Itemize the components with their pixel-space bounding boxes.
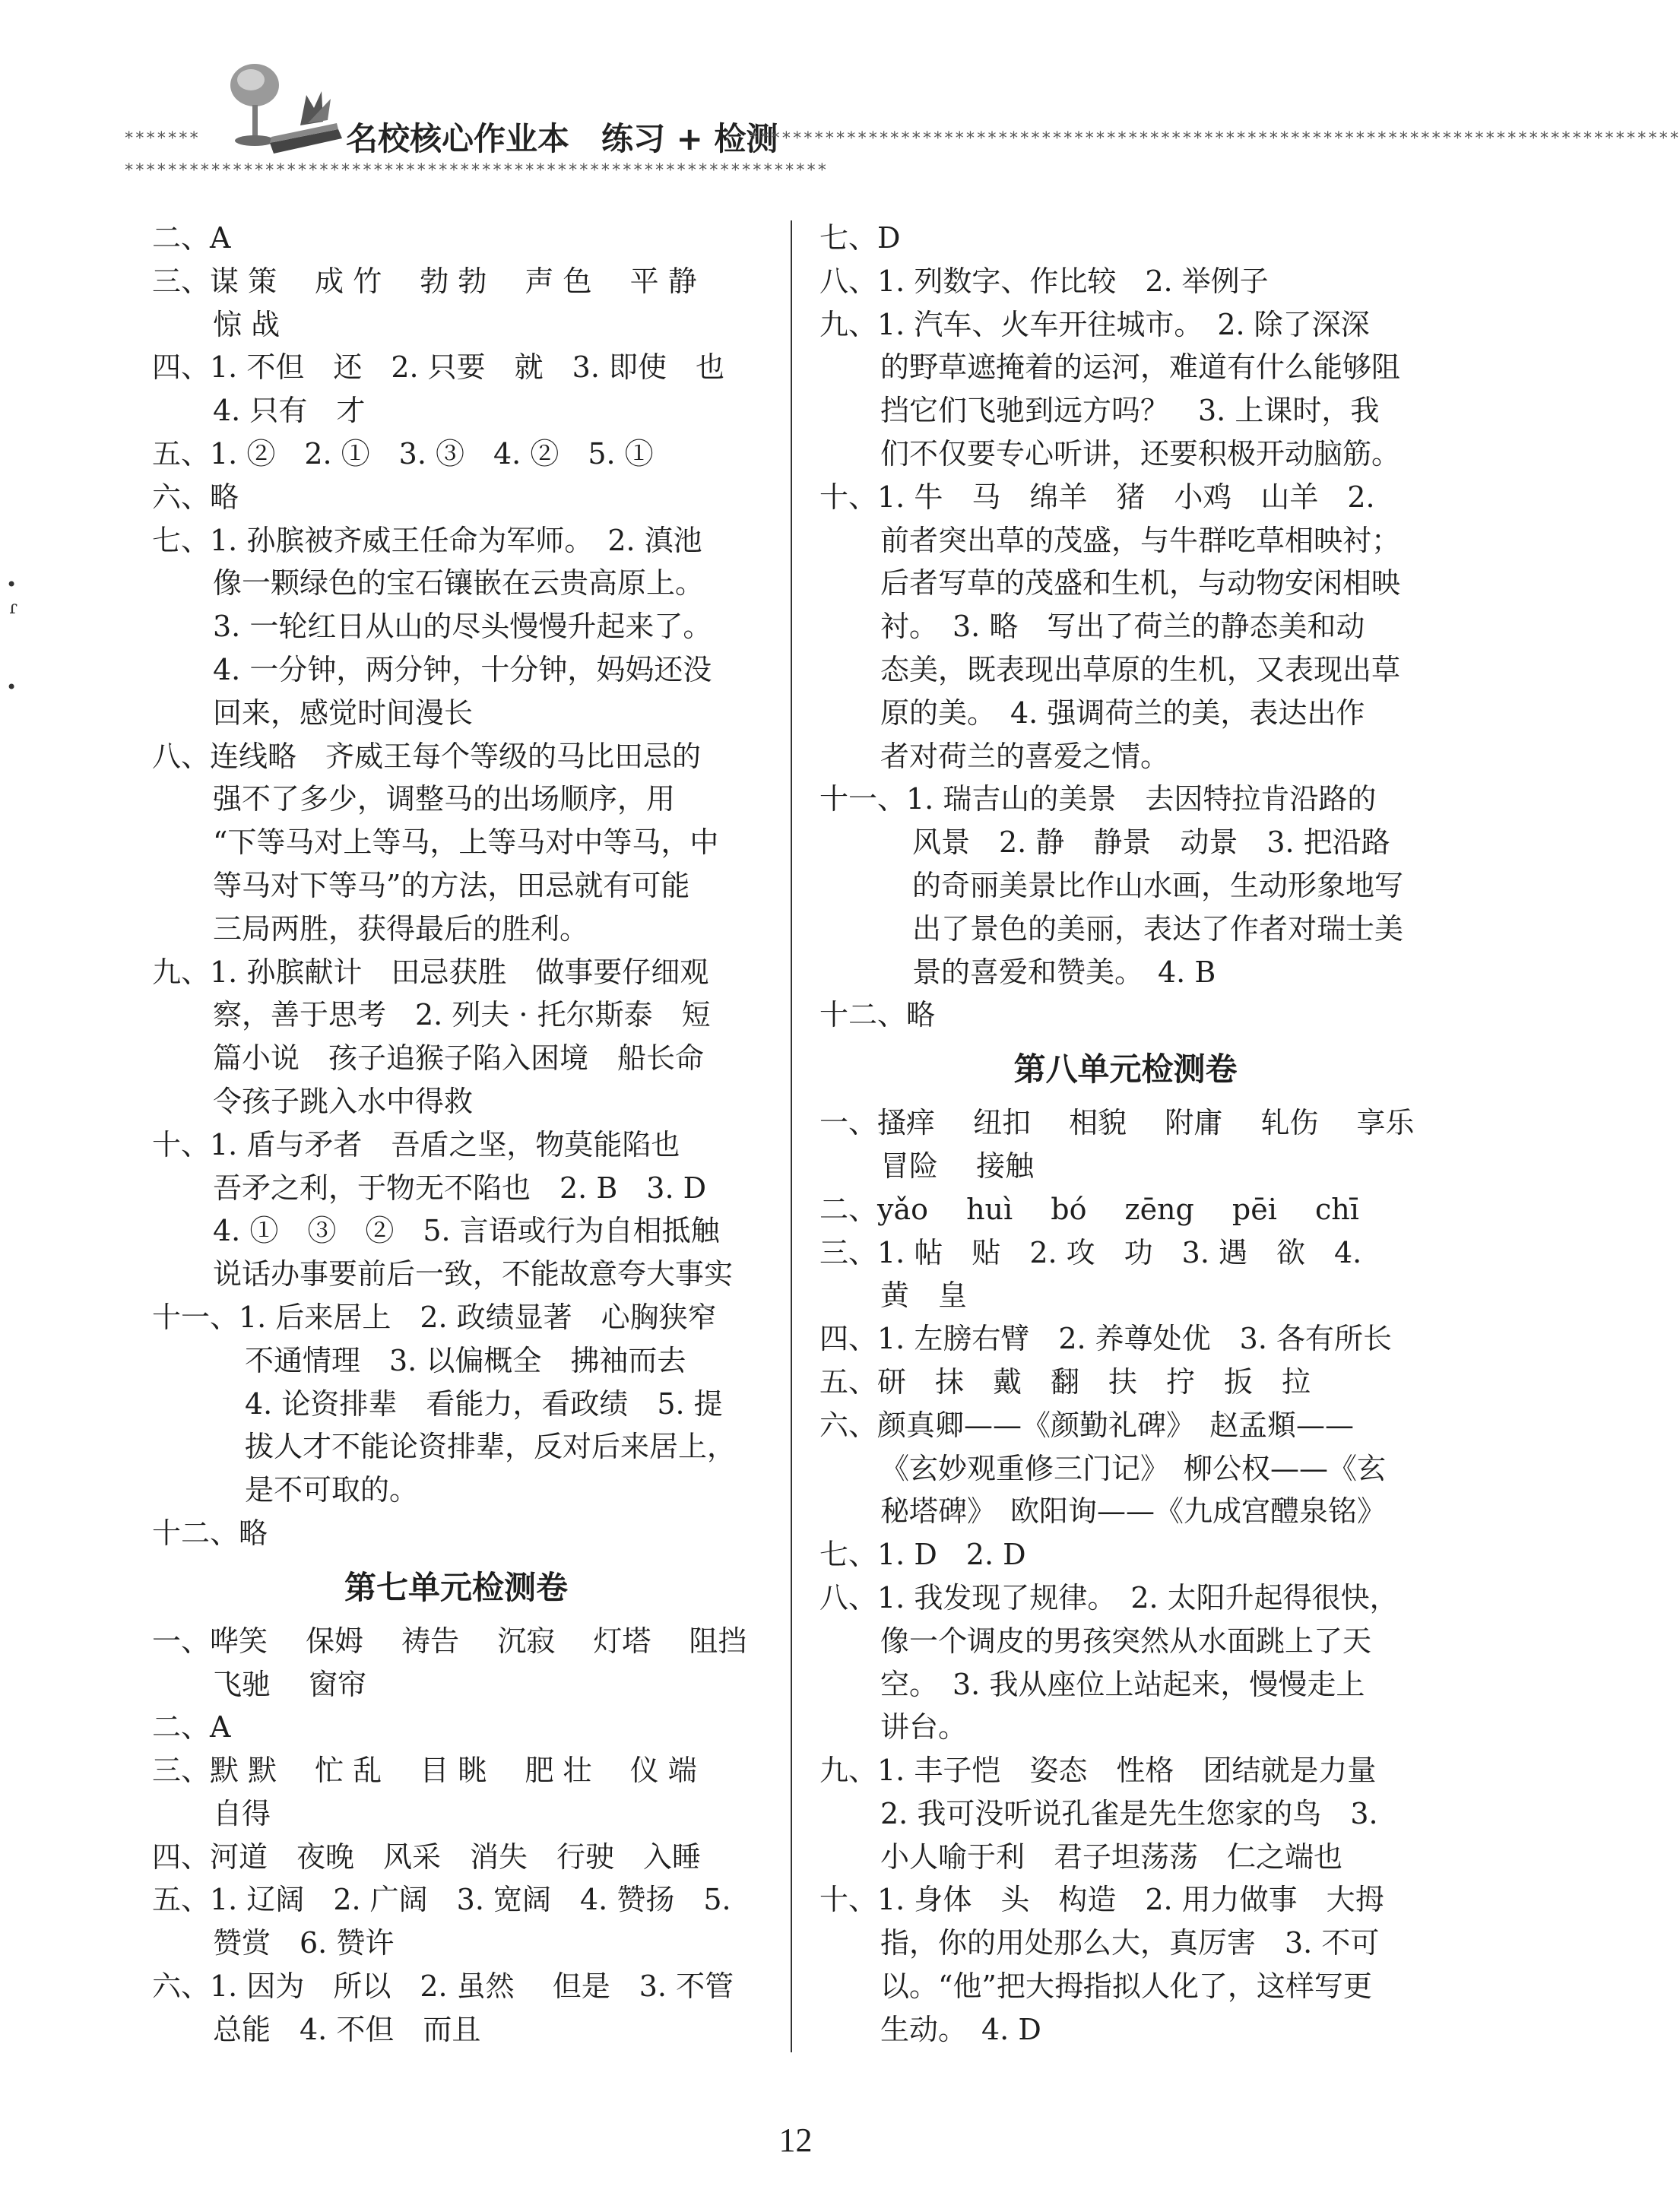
answer-line: 出了景色的美丽，表达了作者对瑞士美 — [912, 911, 1404, 946]
answer-line: 十一、1. 后来居上 2. 政绩显著 心胸狭窄 — [152, 1300, 717, 1334]
answer-line: 的奇丽美景比作山水画，生动形象地写 — [912, 868, 1404, 902]
answer-line: 五、研 抹 戴 翻 扶 拧 扳 拉 — [819, 1364, 1311, 1399]
answer-line: 七、1. 孙膑被齐威王任命为军师。 2. 滇池 — [152, 523, 702, 557]
answer-line: 六、略 — [152, 480, 239, 514]
answer-line: 前者突出草的茂盛，与牛群吃草相映衬； — [880, 523, 1401, 557]
answer-line: 九、1. 孙膑献计 田忌获胜 做事要仔细观 — [152, 955, 709, 989]
answer-line: 等马对下等马”的方法，田忌就有可能 — [213, 868, 690, 902]
answer-line: 以。“他”把大拇指拟人化了，这样写更 — [880, 1969, 1372, 2004]
header-dots-right: ************************************************************************************** — [749, 129, 1680, 148]
answer-line: 十二、略 — [152, 1516, 268, 1550]
answer-line: 四、1. 不但 还 2. 只要 就 3. 即使 也 — [152, 350, 725, 385]
answer-line: 像一个调皮的男孩突然从水面跳上了天 — [880, 1624, 1372, 1658]
answer-line: 3. 一轮红日从山的尽头慢慢升起来了。 — [213, 610, 712, 644]
answer-line: 吾矛之利，于物无不陷也 2. B 3. D — [213, 1171, 707, 1205]
section-title: 第八单元检测卷 — [1013, 1050, 1238, 1088]
answer-line: 令孩子跳入水中得救 — [213, 1084, 474, 1118]
header-dots-bottom: ***************************************************************** — [124, 161, 828, 180]
page-number: 12 — [778, 2122, 813, 2159]
answer-line: 四、1. 左膀右臂 2. 养尊处优 3. 各有所长 — [819, 1322, 1393, 1356]
answer-line: 的野草遮掩着的运河，难道有什么能够阻 — [880, 350, 1401, 385]
answer-line: 三、1. 帖 贴 2. 攻 功 3. 遇 欲 4. — [819, 1235, 1362, 1269]
answer-column-left — [152, 217, 760, 2052]
answer-line: 十、1. 盾与矛者 吾盾之坚，物莫能陷也 — [152, 1127, 680, 1161]
answer-line: 强不了多少，调整马的出场顺序，用 — [213, 782, 676, 816]
answer-line: 一、哗笑 保姆 祷告 沉寂 灯塔 阻挡 — [152, 1624, 747, 1658]
answer-line: 八、1. 列数字、作比较 2. 举例子 — [819, 264, 1269, 298]
answer-line: 后者写草的茂盛和生机，与动物安闲相映 — [880, 566, 1401, 600]
answer-line: 三局两胜，获得最后的胜利。 — [213, 911, 589, 946]
answer-line: 二、yǎo huì bó zēng pēi chī — [819, 1192, 1359, 1226]
answer-line: 三、默 默 忙 乱 目 眺 肥 壮 仪 端 — [152, 1754, 697, 1788]
answer-line: 秘塔碑》 欧阳询——《九成宫醴泉铭》 — [880, 1494, 1387, 1529]
answer-line: 风景 2. 静 静景 动景 3. 把沿路 — [912, 825, 1390, 860]
header-dots-left: ******* — [124, 129, 200, 148]
header-title: 名校核心作业本 练习 + 检测 — [346, 120, 778, 157]
answer-line: 八、1. 我发现了规律。 2. 太阳升起得很快， — [819, 1580, 1399, 1615]
answer-line: 讲台。 — [880, 1710, 968, 1744]
answer-line: 回来，感觉时间漫长 — [213, 696, 474, 730]
answer-line: 察，善于思考 2. 列夫 · 托尔斯泰 短 — [213, 998, 711, 1032]
answer-line: 篇小说 孩子追猴子陷入困境 船长命 — [213, 1041, 705, 1076]
answer-line: 指，你的用处那么大，真厉害 3. 不可 — [880, 1926, 1380, 1960]
column-divider — [791, 220, 792, 2052]
answer-line: 生动。 4. D — [880, 2012, 1041, 2046]
answer-line: 冒险 接触 — [880, 1149, 1035, 1183]
answer-line: 六、颜真卿——《颜勤礼碑》 赵孟頫—— — [819, 1408, 1355, 1442]
answer-line: 十二、略 — [819, 998, 936, 1032]
answer-line: 拔人才不能论资排辈，反对后来居上， — [245, 1430, 737, 1464]
answer-line: 赞赏 6. 赞许 — [213, 1926, 395, 1960]
answer-line: 说话办事要前后一致，不能故意夸大事实 — [213, 1257, 734, 1291]
answer-line: 2. 我可没听说孔雀是先生您家的鸟 3. — [880, 1796, 1378, 1830]
margin-mark: ɾ — [9, 597, 17, 618]
answer-line: 4. 一分钟，两分钟，十分钟，妈妈还没 — [213, 652, 712, 686]
answer-line: 三、谋 策 成 竹 勃 勃 声 色 平 静 — [152, 264, 697, 298]
answer-column-right — [819, 217, 1431, 2052]
answer-line: 们不仅要专心听讲，还要积极开动脑筋。 — [880, 436, 1401, 471]
section-title: 第七单元检测卷 — [344, 1568, 568, 1606]
answer-line: 惊 战 — [213, 307, 281, 341]
answer-line: 五、1. ② 2. ① 3. ③ 4. ② 5. ① — [152, 436, 654, 471]
answer-line: 飞驰 窗帘 — [213, 1667, 367, 1701]
answer-line: 九、1. 汽车、火车开往城市。 2. 除了深深 — [819, 307, 1370, 341]
margin-mark: • — [6, 574, 17, 595]
answer-line: 黄 皇 — [880, 1279, 968, 1313]
answer-line: 空。 3. 我从座位上站起来，慢慢走上 — [880, 1667, 1365, 1701]
answer-line: 一、搔痒 纽扣 相貌 附庸 轧伤 享乐 — [819, 1106, 1415, 1140]
answer-line: “下等马对上等马，上等马对中等马，中 — [213, 825, 719, 860]
answer-line: 景的喜爱和赞美。 4. B — [912, 955, 1216, 989]
answer-line: 九、1. 丰子恺 姿态 性格 团结就是力量 — [819, 1754, 1377, 1788]
answer-line: 十一、1. 瑞吉山的美景 去因特拉肯沿路的 — [819, 782, 1377, 816]
answer-line: 小人喻于利 君子坦荡荡 仁之端也 — [880, 1840, 1343, 1874]
answer-line: 十、1. 牛 马 绵羊 猪 小鸡 山羊 2. — [819, 480, 1375, 514]
answer-line: 是不可取的。 — [245, 1473, 419, 1507]
answer-line: 不通情理 3. 以偏概全 拂袖而去 — [245, 1343, 686, 1377]
page-header — [0, 0, 1680, 190]
answer-line: 者对荷兰的喜爱之情。 — [880, 739, 1170, 773]
answer-line: 四、河道 夜晚 风采 消失 行驶 入睡 — [152, 1840, 702, 1874]
answer-line: 像一颗绿色的宝石镶嵌在云贵高原上。 — [213, 566, 705, 600]
answer-line: 《玄妙观重修三门记》 柳公权——《玄 — [880, 1451, 1387, 1485]
answer-line: 4. ① ③ ② 5. 言语或行为自相抵触 — [213, 1214, 720, 1248]
answer-line: 十、1. 身体 头 构造 2. 用力做事 大拇 — [819, 1883, 1384, 1917]
answer-line: 衬。 3. 略 写出了荷兰的静态美和动 — [880, 610, 1365, 644]
margin-mark: • — [6, 677, 17, 698]
answer-line: 七、D — [819, 221, 901, 255]
answer-line: 六、1. 因为 所以 2. 虽然 但是 3. 不管 — [152, 1969, 734, 2004]
answer-line: 二、A — [152, 221, 231, 255]
answer-line: 4. 只有 才 — [213, 394, 366, 428]
answer-line: 八、连线略 齐威王每个等级的马比田忌的 — [152, 739, 702, 773]
answer-line: 五、1. 辽阔 2. 广阔 3. 宽阔 4. 赞扬 5. — [152, 1883, 731, 1917]
answer-line: 自得 — [213, 1796, 271, 1830]
answer-line: 原的美。 4. 强调荷兰的美，表达出作 — [880, 696, 1365, 730]
book-lamp-logo-icon — [217, 53, 346, 160]
answer-line: 二、A — [152, 1710, 231, 1744]
answer-line: 挡它们飞驰到远方吗？ 3. 上课时，我 — [880, 394, 1380, 428]
answer-line: 七、1. D 2. D — [819, 1538, 1026, 1572]
answer-line: 态美，既表现出草原的生机，又表现出草 — [880, 652, 1401, 686]
answer-line: 总能 4. 不但 而且 — [213, 2012, 481, 2046]
answer-line: 4. 论资排辈 看能力，看政绩 5. 提 — [245, 1386, 723, 1421]
